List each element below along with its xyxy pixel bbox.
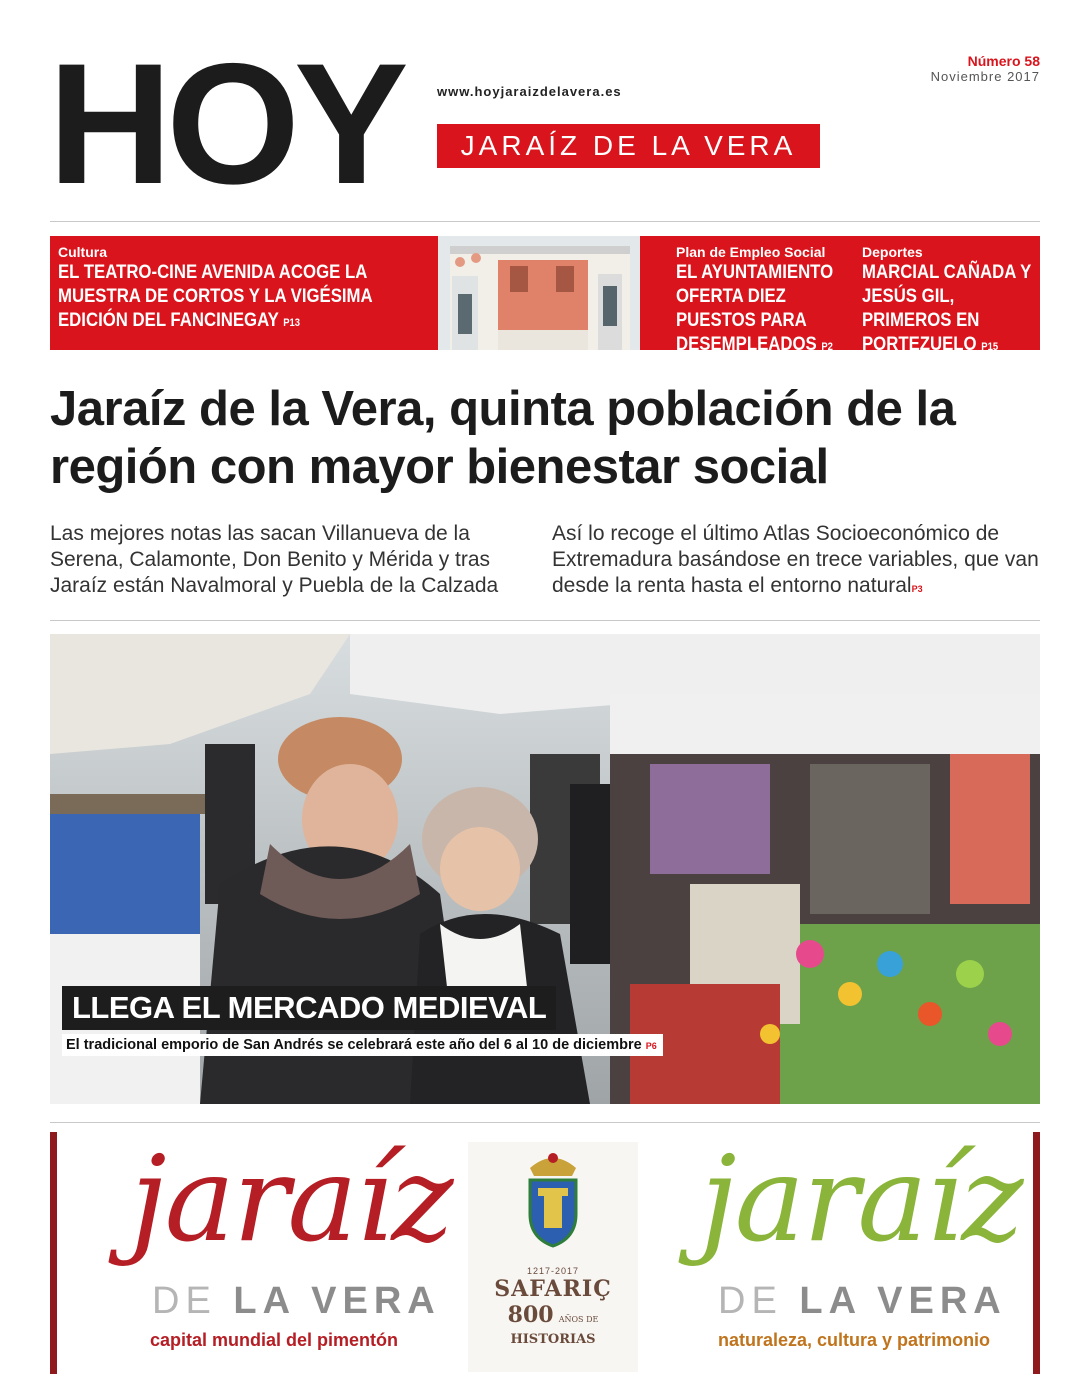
coat-of-arms-icon (468, 1142, 638, 1262)
issue-date: Noviembre 2017 (930, 69, 1040, 84)
right-de-la-vera: DE LA VERA (718, 1280, 1007, 1322)
deck-left: Las mejores notas las sacan Villanueva de la Serena, Calamonte, Don Benito y Mérida y tras Jaraíz están Navalmoral y Puebla de la Calzada (50, 522, 499, 597)
photo-caption: El tradicional emporio de San Andrés se celebrará este año del 6 al 10 de diciembre P6 (62, 1034, 663, 1056)
safaric-logo: 1217-2017 SAFARIÇ 800 AÑOS DE HISTORIAS (494, 1266, 612, 1347)
teaser-bar (50, 236, 1040, 355)
coat-of-arms-block (468, 1142, 638, 1372)
teaser-section: Deportes (862, 244, 923, 260)
photo-headline[interactable]: LLEGA EL MERCADO MEDIEVAL (62, 986, 556, 1030)
ad-left-bar (50, 1132, 57, 1374)
deck-right: Así lo recoge el último Atlas Socioeconómico de Extremadura basándose en trece variables, que van desde la renta hasta el entorno naturalP3 (552, 522, 1039, 597)
teaser-culture[interactable] (58, 244, 428, 335)
main-headline[interactable]: Jaraíz de la Vera, quinta población de la región con mayor bienestar social (50, 382, 956, 494)
issue-number: Número 58 (967, 53, 1040, 69)
teaser-headline: MARCIAL CAÑADA Y JESÚS GIL, PRIMEROS EN PORTEZUELO P15 (862, 261, 1031, 355)
website-url[interactable]: www.hoyjaraizdelavera.es (437, 84, 622, 99)
market-photo[interactable] (50, 634, 1040, 1104)
page-ref: P6 (645, 1041, 657, 1051)
teaser-section: Cultura (58, 244, 107, 260)
edition-city-banner: JARAÍZ DE LA VERA (437, 124, 820, 168)
ad-divider (50, 1122, 1040, 1123)
left-script-logo: jaraíz (130, 1130, 452, 1268)
teaser-headline: EL AYUNTAMIENTO OFERTA DIEZ PUESTOS PARA DESEMPLEADOS P2 (676, 261, 834, 355)
teaser-employment[interactable] (676, 244, 851, 359)
right-tagline: naturaleza, cultura y patrimonio (718, 1330, 991, 1350)
tourism-advertisement[interactable] (50, 1132, 1040, 1374)
teaser-building-image[interactable] (438, 236, 640, 350)
teaser-sports[interactable] (862, 244, 1032, 359)
left-de-la-vera: DE LA VERA (152, 1280, 441, 1322)
top-divider (50, 221, 1040, 222)
issue-info (931, 53, 1040, 84)
ad-right-bar (1033, 1132, 1040, 1374)
page-ref: P3 (911, 584, 923, 594)
photo-divider (50, 620, 1040, 621)
teaser-headline: EL TEATRO-CINE AVENIDA ACOGE LA MUESTRA DE CORTOS Y LA VIGÉSIMA EDICIÓN DEL FANCINEGAY P13 (58, 261, 373, 331)
teaser-section: Plan de Empleo Social (676, 244, 826, 260)
building-photo (438, 236, 640, 350)
right-script-logo: jaraíz (700, 1130, 1022, 1268)
left-tagline: capital mundial del pimentón (150, 1330, 399, 1350)
newspaper-logo: HOY (48, 28, 403, 220)
